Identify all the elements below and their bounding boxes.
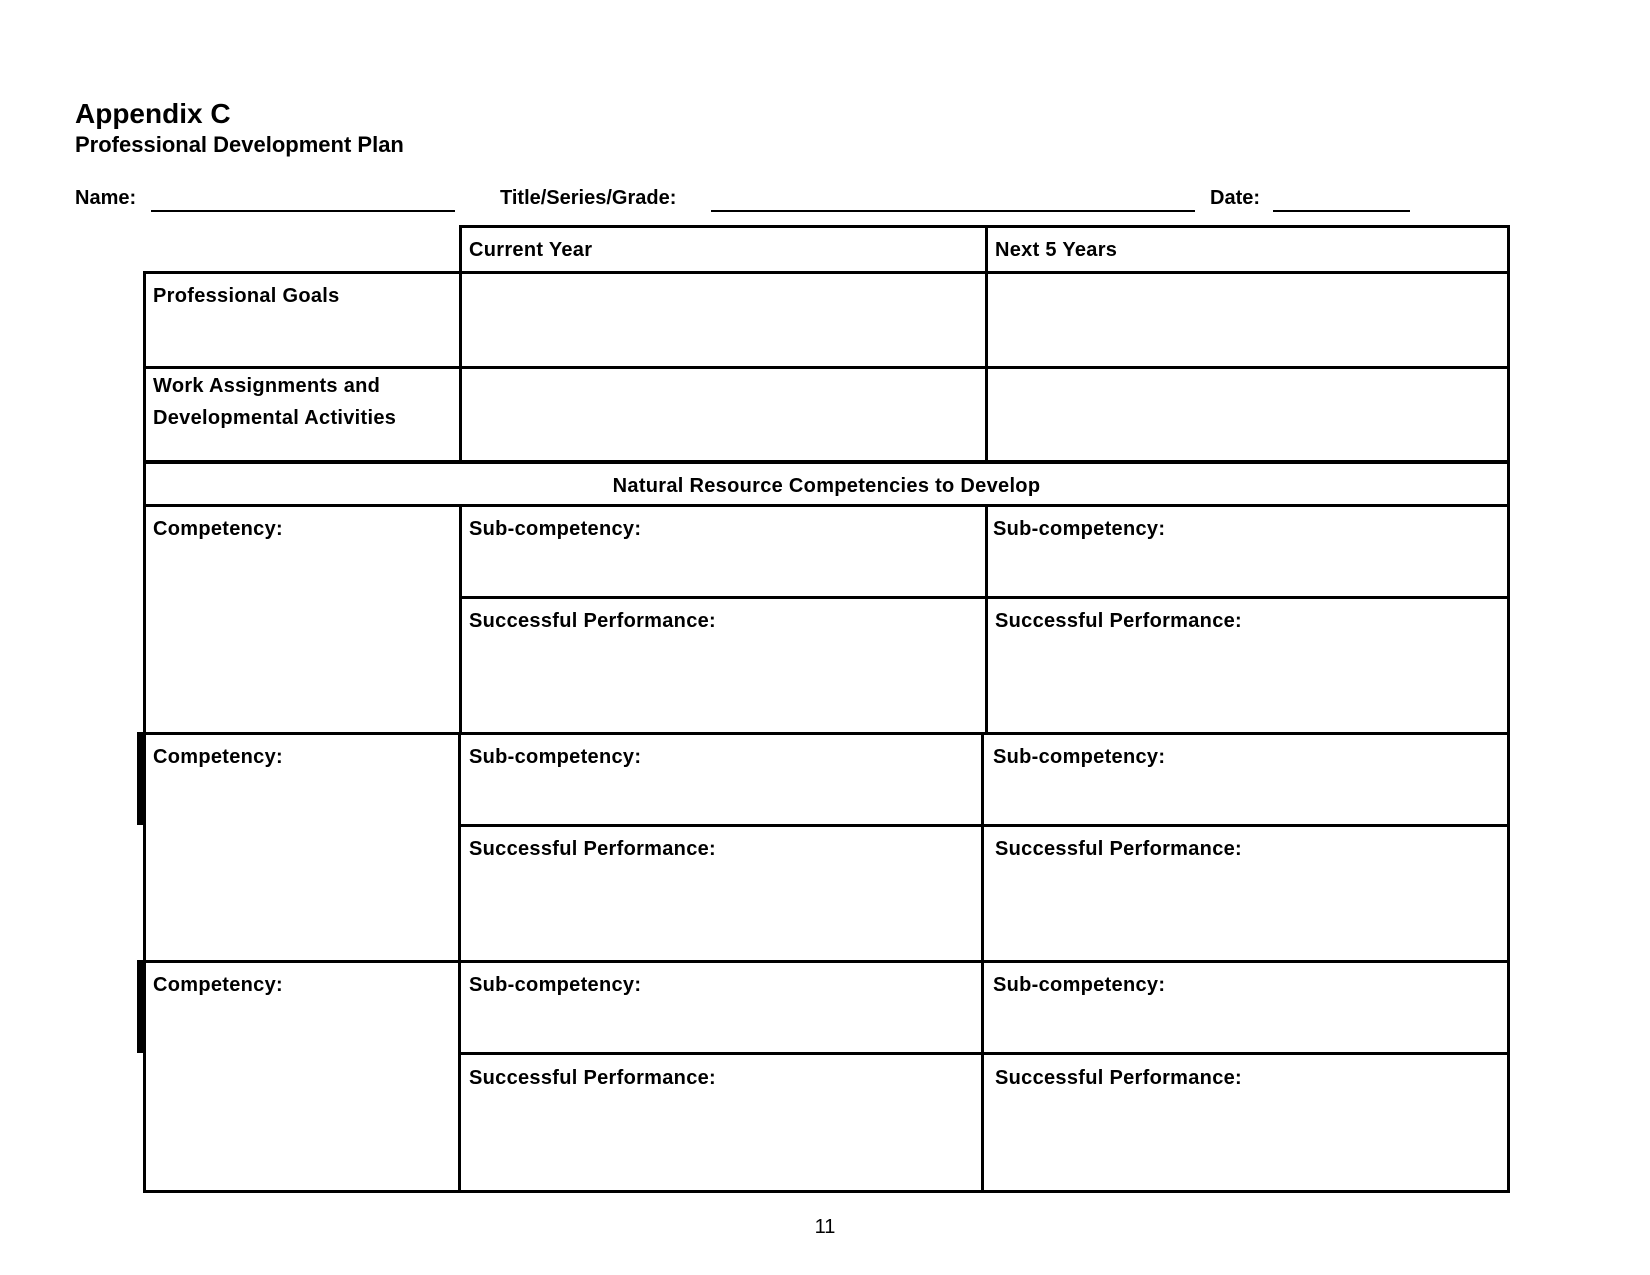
section-bottom-border bbox=[143, 504, 1510, 507]
block3-sub-divider bbox=[458, 1052, 1510, 1055]
competency-3-input[interactable] bbox=[146, 1001, 458, 1190]
column-header-current-year: Current Year bbox=[469, 239, 593, 261]
sub-competency-label-2-current: Sub-competency: bbox=[469, 746, 642, 768]
sub-competency-2-next-input[interactable] bbox=[984, 773, 1507, 824]
competency-label-3: Competency: bbox=[153, 974, 283, 996]
sub-competency-label-3-current: Sub-competency: bbox=[469, 974, 642, 996]
section-title-competencies: Natural Resource Competencies to Develop bbox=[612, 475, 1041, 497]
appendix-title: Appendix C bbox=[75, 98, 231, 129]
successful-performance-label-2-next: Successful Performance: bbox=[995, 838, 1242, 860]
plan-title: Professional Development Plan bbox=[75, 132, 404, 157]
table-bottom-border bbox=[143, 1190, 1510, 1193]
name-field[interactable] bbox=[151, 188, 455, 212]
block2-sub-divider bbox=[458, 824, 1510, 827]
row-label-professional-goals: Professional Goals bbox=[153, 285, 340, 307]
competency-2-input[interactable] bbox=[146, 773, 458, 960]
successful-performance-2-next-input[interactable] bbox=[984, 865, 1507, 960]
sub-competency-1-next-input[interactable] bbox=[988, 545, 1507, 596]
successful-performance-label-2-current: Successful Performance: bbox=[469, 838, 716, 860]
sub-competency-3-next-input[interactable] bbox=[984, 1001, 1507, 1052]
successful-performance-1-current-input[interactable] bbox=[462, 637, 985, 732]
competency-label-1: Competency: bbox=[153, 518, 283, 540]
block2-bottom-border bbox=[143, 960, 1510, 963]
sub-competency-label-1-next: Sub-competency: bbox=[993, 518, 1166, 540]
successful-performance-label-1-next: Successful Performance: bbox=[995, 610, 1242, 632]
professional-goals-current-year-cell[interactable] bbox=[462, 274, 985, 366]
title-series-grade-field[interactable] bbox=[711, 188, 1195, 212]
sub-competency-label-2-next: Sub-competency: bbox=[993, 746, 1166, 768]
successful-performance-label-3-current: Successful Performance: bbox=[469, 1067, 716, 1089]
row-label-work-assignments-line1: Work Assignments and bbox=[153, 375, 381, 397]
competency-1-input[interactable] bbox=[146, 545, 459, 732]
page-number: 11 bbox=[814, 1216, 836, 1238]
sub-competency-1-current-input[interactable] bbox=[462, 545, 985, 596]
block3-accent-bar bbox=[137, 960, 144, 1053]
successful-performance-label-1-current: Successful Performance: bbox=[469, 610, 716, 632]
successful-performance-3-current-input[interactable] bbox=[461, 1094, 981, 1190]
work-assignments-next-5-years-cell[interactable] bbox=[988, 369, 1507, 460]
date-label: Date: bbox=[1210, 187, 1261, 209]
row2-bottom-border bbox=[143, 460, 1510, 464]
sub-competency-3-current-input[interactable] bbox=[461, 1001, 981, 1052]
date-field[interactable] bbox=[1273, 188, 1410, 212]
block1-bottom-border bbox=[143, 732, 1510, 735]
table-right-border bbox=[1507, 225, 1510, 1193]
block2-accent-bar bbox=[137, 732, 144, 825]
competency-label-2: Competency: bbox=[153, 746, 283, 768]
sub-competency-label-3-next: Sub-competency: bbox=[993, 974, 1166, 996]
successful-performance-label-3-next: Successful Performance: bbox=[995, 1067, 1242, 1089]
professional-goals-next-5-years-cell[interactable] bbox=[988, 274, 1507, 366]
column-header-next-5-years: Next 5 Years bbox=[995, 239, 1118, 261]
name-label: Name: bbox=[75, 187, 137, 209]
work-assignments-current-year-cell[interactable] bbox=[462, 369, 985, 460]
title-series-grade-label: Title/Series/Grade: bbox=[500, 187, 677, 209]
row-label-work-assignments-line2: Developmental Activities bbox=[153, 407, 397, 429]
sub-competency-2-current-input[interactable] bbox=[461, 773, 981, 824]
successful-performance-2-current-input[interactable] bbox=[461, 865, 981, 960]
sub-competency-label-1-current: Sub-competency: bbox=[469, 518, 642, 540]
successful-performance-1-next-input[interactable] bbox=[988, 637, 1507, 732]
successful-performance-3-next-input[interactable] bbox=[984, 1094, 1507, 1190]
